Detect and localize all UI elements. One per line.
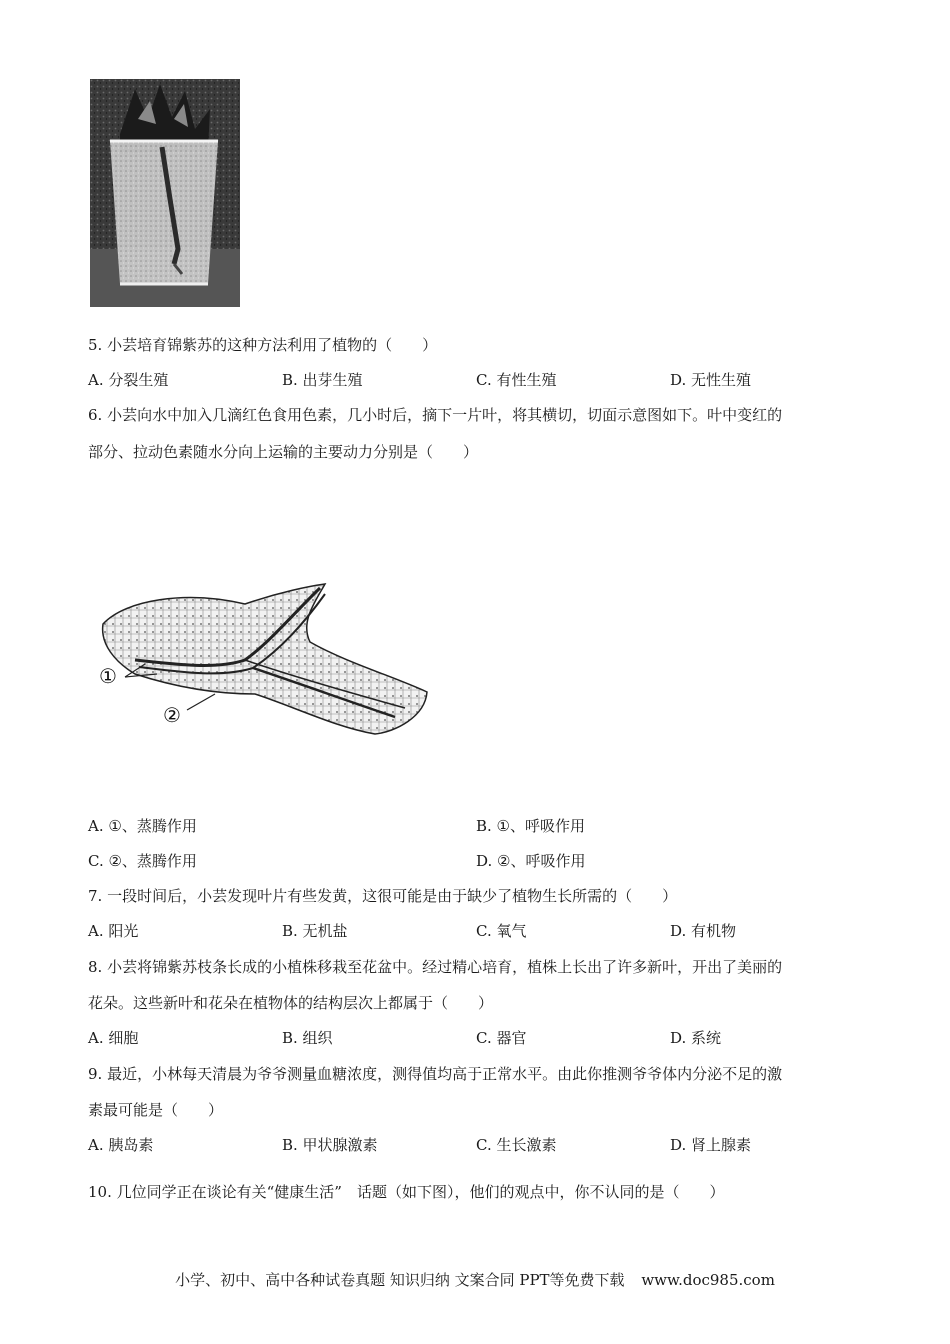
q6-option-d: D. ②、呼吸作用 <box>476 852 586 870</box>
q9-option-b: B. 甲状腺激素 <box>282 1136 378 1154</box>
question-6-stem-line2: 部分、拉动色素随水分向上运输的主要动力分别是（ ） <box>88 443 479 461</box>
leaf-cross-section-svg <box>95 582 435 742</box>
q9-option-d: D. 肾上腺素 <box>670 1136 752 1154</box>
question-6-stem-line1: 6. 小芸向水中加入几滴红色食用色素，几小时后，摘下一片叶，将其横切，切面示意图如下。叶中变红的 <box>88 406 783 424</box>
q7-option-d: D. 有机物 <box>670 922 737 940</box>
q8-option-a: A. 细胞 <box>88 1029 139 1047</box>
question-5-stem: 5. 小芸培育锦紫苏的这种方法利用了植物的（ ） <box>88 336 438 354</box>
question-7-stem: 7. 一段时间后，小芸发现叶片有些发黄，这很可能是由于缺少了植物生长所需的（ ） <box>88 887 678 905</box>
question-9-stem-line1: 9. 最近，小林每天清晨为爷爷测量血糖浓度，测得值均高于正常水平。由此你推测爷爷体内分泌不足的激 <box>88 1065 783 1083</box>
q9-option-c: C. 生长激素 <box>476 1136 557 1154</box>
q8-option-b: B. 组织 <box>282 1029 333 1047</box>
q5-option-a: A. 分裂生殖 <box>88 371 169 389</box>
q6-option-a: A. ①、蒸腾作用 <box>88 817 197 835</box>
plant-in-glass-photo <box>90 79 240 307</box>
footer-text: 小学、初中、高中各种试卷真题 知识归纳 文案合同 PPT等免费下载 <box>175 1271 625 1289</box>
q7-option-a: A. 阳光 <box>88 922 139 940</box>
q6-option-b: B. ①、呼吸作用 <box>476 817 586 835</box>
question-8-stem-line1: 8. 小芸将锦紫苏枝条长成的小植株移栽至花盆中。经过精心培育，植株上长出了许多新叶，开出了美丽的 <box>88 958 783 976</box>
q5-option-b: B. 出芽生殖 <box>282 371 363 389</box>
leaf-cross-section-drawing <box>95 582 435 742</box>
q5-option-c: C. 有性生殖 <box>476 371 557 389</box>
question-10-stem: 10. 几位同学正在谈论有关“健康生活” 话题（如下图），他们的观点中，你不认同的是（ ） <box>88 1183 725 1201</box>
leaf-label-2: ② <box>163 703 181 727</box>
q7-option-c: C. 氧气 <box>476 922 527 940</box>
footer-url-link[interactable]: www.doc985.com <box>641 1271 775 1289</box>
question-9-stem-line2: 素最可能是（ ） <box>88 1101 224 1119</box>
leaf-label-1: ① <box>99 664 117 688</box>
page-footer <box>0 1270 950 1290</box>
q5-option-d: D. 无性生殖 <box>670 371 752 389</box>
question-8-stem-line2: 花朵。这些新叶和花朵在植物体的结构层次上都属于（ ） <box>88 994 494 1012</box>
q6-option-c: C. ②、蒸腾作用 <box>88 852 197 870</box>
q8-option-c: C. 器官 <box>476 1029 527 1047</box>
q8-option-d: D. 系统 <box>670 1029 722 1047</box>
q7-option-b: B. 无机盐 <box>282 922 348 940</box>
plant-photo-drawing <box>90 79 240 307</box>
q9-option-a: A. 胰岛素 <box>88 1136 154 1154</box>
